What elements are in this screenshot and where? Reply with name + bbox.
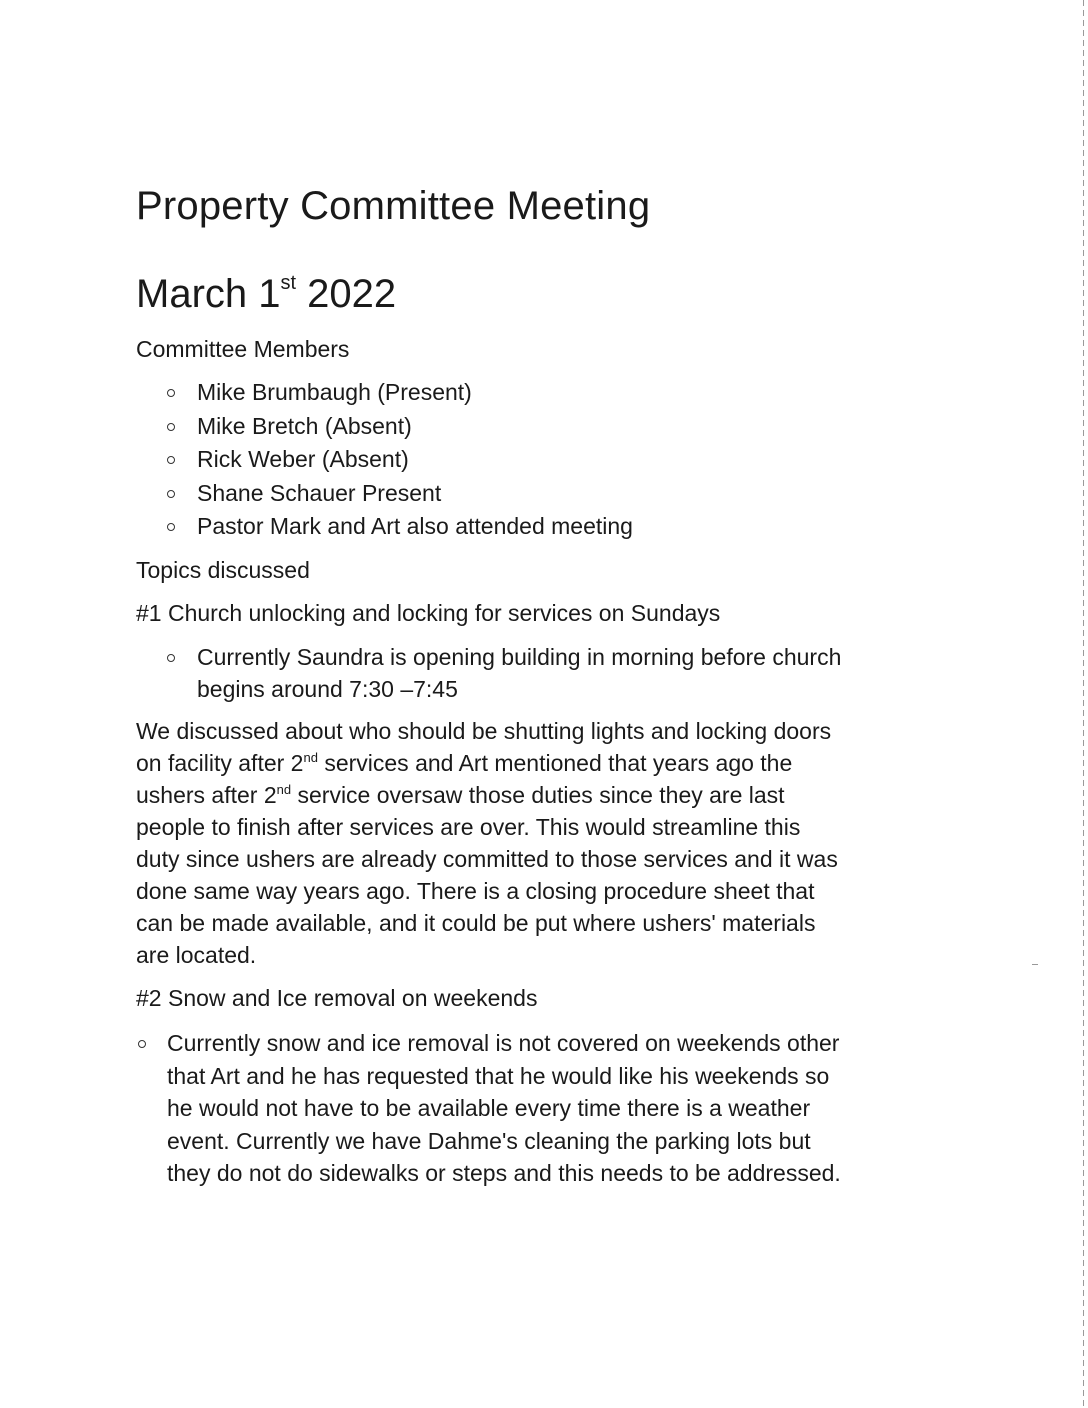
topic1-bullets [0,641,841,705]
paragraph-line: can be made available, and it could be put where ushers' materials [136,910,816,936]
date-year: 2022 [296,272,397,316]
member-name: Mike Brumbaugh (Present) [197,379,472,405]
list-item [0,641,841,705]
bullet-icon [167,389,175,397]
paragraph-line: duty since ushers are already committed to those services and it was [136,846,838,872]
list-item [0,443,633,477]
topics-heading: Topics discussed [136,557,310,583]
paragraph-line: people to finish after services are over. This would streamline this [136,814,801,840]
bullet-text-line: they do not do sidewalks or steps and this needs to be addressed. [167,1160,841,1186]
bullet-icon [167,654,175,662]
paragraph-text: services and Art mentioned that years ago the [317,750,793,776]
paragraph-text: service oversaw those duties since they are last [291,782,785,808]
topic2-heading: #2 Snow and Ice removal on weekends [136,985,538,1011]
paragraph-line [136,747,936,779]
scan-mark [1032,964,1038,965]
topic1-heading: #1 Church unlocking and locking for services on Sundays [136,600,721,626]
date-month-day: March 1 [136,272,281,316]
list-item [0,410,633,444]
bullet-text-line: begins around 7:30 –7:45 [197,676,458,702]
member-name: Rick Weber (Absent) [197,446,409,472]
list-item [0,1027,841,1190]
bullet-text-line: event. Currently we have Dahme's cleaning the parking lots but [167,1127,811,1154]
bullet-text-line: Currently snow and ice removal is not covered on weekends other [167,1030,840,1056]
topic2-bullets [0,1027,841,1190]
paragraph-line: done same way years ago. There is a closing procedure sheet that [136,878,815,904]
document-title: Property Committee Meeting [136,184,651,228]
list-item [0,376,633,410]
bullet-icon [167,523,175,531]
paragraph-line: We discussed about who should be shutting lights and locking doors [136,718,832,744]
bullet-icon [138,1040,146,1048]
list-item [0,510,633,544]
members-list [0,376,633,544]
members-heading: Committee Members [136,336,350,362]
bullet-icon [167,456,175,464]
list-item [0,477,633,511]
bullet-text-line: that Art and he has requested that he would like his weekends so [167,1062,830,1089]
bullet-icon [167,423,175,431]
bullet-icon [167,490,175,498]
ordinal-suffix: nd [276,782,292,797]
topic1-paragraph [136,715,936,971]
paragraph-line: are located. [136,942,257,968]
member-name: Shane Schauer Present [197,479,442,506]
paragraph-text: ushers after 2 [136,782,277,808]
member-name: Mike Bretch (Absent) [197,412,412,439]
bullet-text-line: he would not have to be available every time there is a weather [167,1095,811,1121]
meeting-date [136,268,396,320]
paragraph-text: on facility after 2 [136,750,304,776]
bullet-text-line: Currently Saundra is opening building in morning before church [197,644,842,670]
scan-edge-line [1083,0,1084,1408]
paragraph-line [136,779,936,811]
member-name: Pastor Mark and Art also attended meeting [197,513,633,539]
ordinal-suffix: nd [303,750,318,765]
date-ordinal-suffix: st [280,272,297,294]
